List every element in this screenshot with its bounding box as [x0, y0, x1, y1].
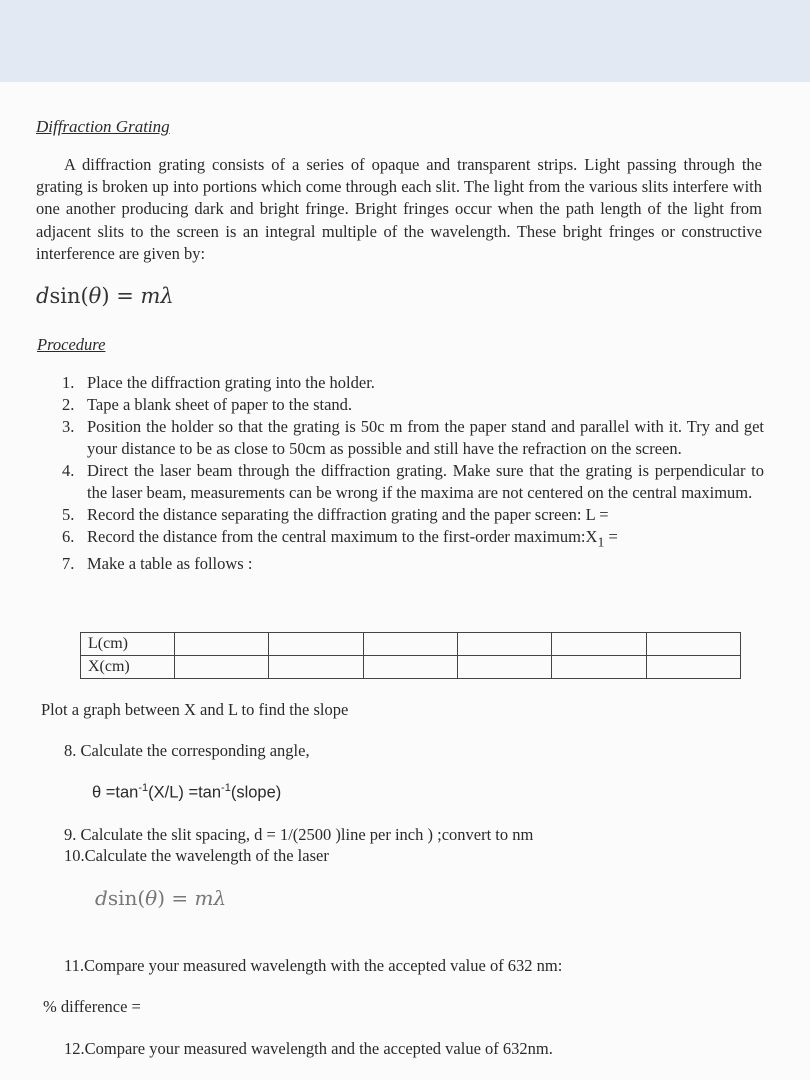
table-cell: [552, 633, 646, 656]
table-cell: [363, 633, 457, 656]
step-number: 3.: [62, 417, 75, 436]
step-number: 2.: [62, 395, 75, 414]
table-cell: [646, 633, 740, 656]
table-cell: [269, 633, 363, 656]
table-cell: [646, 656, 740, 679]
step-text: Tape a blank sheet of paper to the stand.: [87, 395, 353, 414]
table-row: [81, 633, 741, 656]
wavelength-equation: [95, 886, 226, 910]
table-cell: [269, 656, 363, 679]
theta-part-a: θ =tan: [92, 783, 139, 802]
list-item: [62, 394, 764, 416]
eq-lambda: λ: [213, 886, 227, 910]
step-text: Record the distance separating the diffraction grating and the paper screen: L =: [87, 505, 609, 524]
step-number: 5.: [62, 505, 75, 524]
step-number: 7.: [62, 554, 75, 574]
eq-equals: =: [165, 886, 195, 910]
step-text: Make a table as follows :: [87, 554, 253, 574]
step-text: Direct the laser beam through the diffraction grating. Make sure that the grating is perpendicular to the laser beam, measurements can be wrong if the maxima are not centered on the central maximum.: [87, 461, 764, 502]
step-number: 1.: [62, 373, 75, 392]
table-cell: [363, 656, 457, 679]
eq-sin-open: sin(: [107, 886, 146, 910]
list-item: [62, 526, 764, 553]
row-header-l: L(cm): [81, 633, 175, 656]
list-item: [62, 372, 764, 394]
percent-difference: % difference =: [43, 997, 141, 1016]
step-subscript: 1: [597, 534, 605, 550]
step-8: 8. Calculate the corresponding angle,: [64, 741, 310, 760]
list-item: [62, 504, 764, 526]
theta-sup-1: -1: [138, 782, 149, 794]
theta-part-b: (X/L) =tan: [148, 783, 222, 802]
eq-sin-open: sin(: [49, 284, 89, 308]
eq-equals: =: [109, 284, 141, 308]
step-9: 9. Calculate the slit spacing, d = 1/(2500 )line per inch ) ;convert to nm: [64, 825, 534, 844]
step-suffix: =: [604, 527, 618, 546]
eq-lambda: λ: [160, 284, 174, 308]
top-banner: [0, 0, 810, 82]
eq-sin-close: ): [157, 886, 166, 910]
eq-sin-close: ): [101, 284, 110, 308]
step-text: Position the holder so that the grating is 50c m from the paper stand and parallel with it. Try and get your distance to be as close to 50cm as possible and still have the refraction on the screen.: [87, 417, 764, 458]
step-10: 10.Calculate the wavelength of the laser: [64, 846, 329, 865]
procedure-heading: Procedure: [37, 335, 106, 354]
table-cell: [552, 656, 646, 679]
table-cell: [457, 633, 551, 656]
intro-paragraph: [36, 154, 762, 265]
eq-theta: θ: [88, 284, 102, 308]
document-title: Diffraction Grating: [36, 117, 170, 136]
eq-m: m: [194, 886, 214, 910]
table-cell: [175, 656, 269, 679]
step-text: Place the diffraction grating into the holder.: [87, 373, 375, 392]
table-cell: [175, 633, 269, 656]
row-header-x: X(cm): [81, 656, 175, 679]
procedure-list: [62, 372, 764, 575]
eq-d: d: [95, 886, 108, 910]
table-row: [81, 656, 741, 679]
theta-sup-2: -1: [221, 782, 231, 794]
step-text: Record the distance from the central maximum to the first-order maximum:X: [87, 527, 598, 546]
list-item: [62, 460, 764, 504]
list-item: [62, 416, 764, 460]
theta-formula: [92, 782, 281, 803]
step-number: 6.: [62, 527, 75, 546]
eq-d: d: [36, 284, 50, 308]
plot-instruction: Plot a graph between X and L to find the slope: [41, 700, 349, 719]
step-12: 12.Compare your measured wavelength and the accepted value of 632nm.: [64, 1039, 553, 1058]
step-11: 11.Compare your measured wavelength with the accepted value of 632 nm:: [64, 956, 563, 975]
list-item: [62, 553, 764, 575]
intro-text: A diffraction grating consists of a series of opaque and transparent strips. Light passing through the grating is broken up into portions which come through each slit. The light from the various slits interfere with one another producing dark and bright fringe. Bright fringes occur when the path length of the light from adjacent slits to the screen is an integral multiple of the wavelength. These bright fringes or constructive interference are given by:: [36, 155, 762, 263]
step-number: 4.: [62, 461, 75, 480]
measurement-table: [80, 632, 741, 679]
eq-m: m: [140, 284, 161, 308]
eq-theta: θ: [145, 886, 158, 910]
theta-part-c: (slope): [230, 783, 282, 802]
grating-equation: [36, 284, 174, 308]
table-cell: [457, 656, 551, 679]
